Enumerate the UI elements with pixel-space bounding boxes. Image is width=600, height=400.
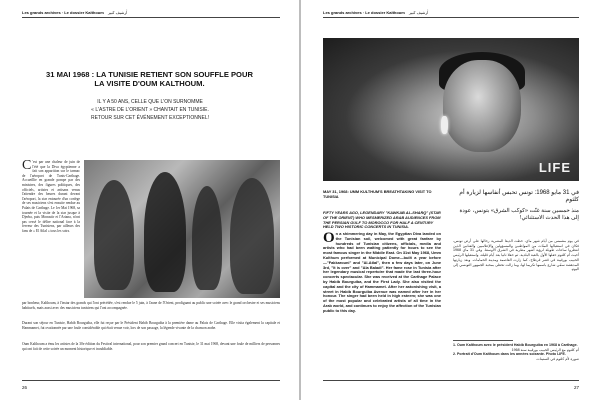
standfirst-line: « L'ASTRE DE L'ORIENT » CHANTAIT EN TUNISIE. [91, 106, 209, 113]
photo-note-arabic: صورة لأم كلثوم في الستينات [536, 356, 579, 361]
body-paragraph: Oum Kalthoum a ému les artistes de la 30e édition du Festival international, pour son premier grand concert en Tunisie, le 31 mai 1968, devant une foule de milliers de personnes qui ont fait de cette soirée un moment historique et inoubliable. [22, 342, 280, 351]
page-number: 27 [573, 385, 579, 390]
drop-cap: C [22, 158, 32, 173]
arabic-standfirst: منذ خمسين سنة غنّت «كوكب الشرق» بتونس، عودة إلى هذا الحدث الاستثنائي! [459, 208, 579, 221]
left-page [0, 0, 299, 400]
photo-note: 2. Portrait d'Oum Kalthoum dans les années soixante. Photo LIFE. [453, 352, 566, 357]
body-paragraph: Durant son séjour en Tunisie, Habib Bourguiba, elle fut reçue par le Président Habib Bourguiba à la première dame au Palais de Carthage. Elle visita également la capitale et Hammamet, fut ovationnée par une foule considérable qui était venue voir, lors de son passage, la légende vivante de la chanson arabe. [22, 321, 280, 330]
body-paragraph: par bonheur, Kalthoum, à l'instar des grands qui l'ont précédée, s'est rendue le 5 juin, à l'aune de l'Orient, prodiguant au public une soirée avec le grand orchestre et ses musiciens habituels, mais aussi avec des musiciens tunisiens qui l'ont accompagnée. [22, 301, 280, 310]
photo-note: 1. Oum Kalthoum avec le président Habib Bourguiba en 1968 à Carthage. [453, 343, 578, 347]
photo-note-arabic: أم كلثوم مع الرئيس الحبيب بورقيبة سنة 1968 [511, 347, 579, 352]
article-title: 31 MAI 1968 : LA TUNISIE RETIENT SON SOUFFLE POUR LA VISITE D'OUM KALTHOUM. [46, 70, 253, 88]
running-header-arabic: أرشيف كبير [107, 10, 128, 15]
header-rule [22, 17, 280, 18]
running-header-text: Les grands archives · Le dossier Kalthoum [22, 10, 104, 15]
english-standfirst: FIFTY YEARS AGO, LEGENDARY "KAWKAB AL-SHARQ" (STAR OF THE ORIENT) WHO MESMERIZED ARAB AUDIENCES FROM THE PERSIAN GULF TO MOROCCO FOR HALF A CENTURY HELD TWO HISTORIC CONCERTS IN TUNISIA. [323, 210, 441, 230]
running-header-left [22, 10, 127, 15]
english-body [323, 232, 441, 314]
photo-face [443, 60, 521, 152]
standfirst-line: RETOUR SUR CET ÉVÉNEMENT EXCEPTIONNEL! [90, 114, 210, 121]
arabic-body: في يوم مشمس من أيام شهر ماي، حطت الديفا المصرية رحالها على أرض تونس، فكان في استقبالها المئات من المواطنين والمسؤولين والإعلاميين والفنانين الذين انتظروا ساعات طويلة لرؤية أشهر مطربة في الشرق الأوسط. وفي 31 ماي 1968 أحيت أم كلثوم حفلها الأول بالقبة البلدية، ثم حفلا ثانيا بعد أيام قليلة، واستقبلها الرئيس الحبيب بورقيبة في قصر قرطاج، كما زارت العاصمة ومدينة الحمامات. وبعد زيارتها المدهشة سمّي شارع باسمها تكريما لها، وما زالت تحظى بمحبة الجمهور التونسي إلى اليوم. [453, 239, 579, 272]
photo-notes [453, 343, 579, 361]
life-logo: LIFE [538, 160, 571, 175]
portrait-photo-oum-kalthoum [323, 38, 579, 181]
page-number: 26 [22, 385, 28, 390]
archive-photo-bourguiba [84, 160, 280, 298]
english-title: MAY 31, 1968: UMM KULTHUM'S BREATHTAKING VISIT TO TUNISIA [323, 189, 432, 199]
running-header-text: Les grands archives · Le dossier Kalthoum [323, 10, 405, 15]
notes-rule [453, 340, 513, 341]
running-header-arabic: أرشيف كبير [408, 10, 429, 15]
footer-rule [323, 380, 579, 381]
article-standfirst [60, 99, 240, 122]
standfirst-line: IL Y A 50 ANS, CELLE QUE L'ON SURNOMME [97, 99, 203, 105]
intro-column [22, 160, 80, 234]
photo-earring [441, 116, 448, 134]
drop-cap: O [323, 230, 335, 246]
intro-column-text: 'est par une chaleur de juin de l'été que la Diva égyptienne a fait son apparition sur le tarmac de l'aéroport de Tunis-Carthage. Accueillie en grande pompe par des ministres, des figures politiques, des officiels, artistes et artisans venus l'attendre des heures durant devant l'aéroport, la star entourée d'un cortège de ses musiciens s'est ensuite rendue au Palais de Carthage. Le 1er Mai 1968, sa tournée et la visite de la star jusque à Djerba, puis Monastir et l'Ariana, n'ont pas cessé le délire national face à la ferveur des Tunisiens, par ailleurs des fans de « El Atlal » tous les soirs. [22, 160, 80, 233]
running-header-right [323, 10, 428, 15]
header-rule [323, 17, 579, 18]
footer-rule [22, 380, 280, 381]
right-page [301, 0, 600, 400]
arabic-title: في 31 مايو 1968: تونس تحبس أنفاسها لزيارة أم كلثوم [459, 190, 579, 204]
english-body-text: n a shimmering day in May, the Egyptian Diva landed on the Tunisian soil, welcomed with great fanfare by hundreds of Tunisian citizens, officials, media and artists who had been waiting patiently for hours to see the most famous singer in the Middle East. On 31st May 1968, Umm Kulthum performed at Municipal Dome—built a year before—"Fakkarouni" and "Al-Atlal", then a few days later, on June 3rd, "It is over" and "Ala Baladi". Her fame rose in Tunisia after her legendary musical repertoire that made the last three-hour concerts spectacular. She was received at the Carthage Palace by Habib Bourguiba, and the First Lady. She also visited the capital and the city of Hammamet. After her astonishing visit, a street in Habib Bourguiba Avenue was named after her in her honour. The singer had been held in high esteem; she was one of the most popular and celebrated artists of all time in the Arab world, and continues to enjoy the affection of the Tunisian public to this day. [323, 231, 441, 313]
